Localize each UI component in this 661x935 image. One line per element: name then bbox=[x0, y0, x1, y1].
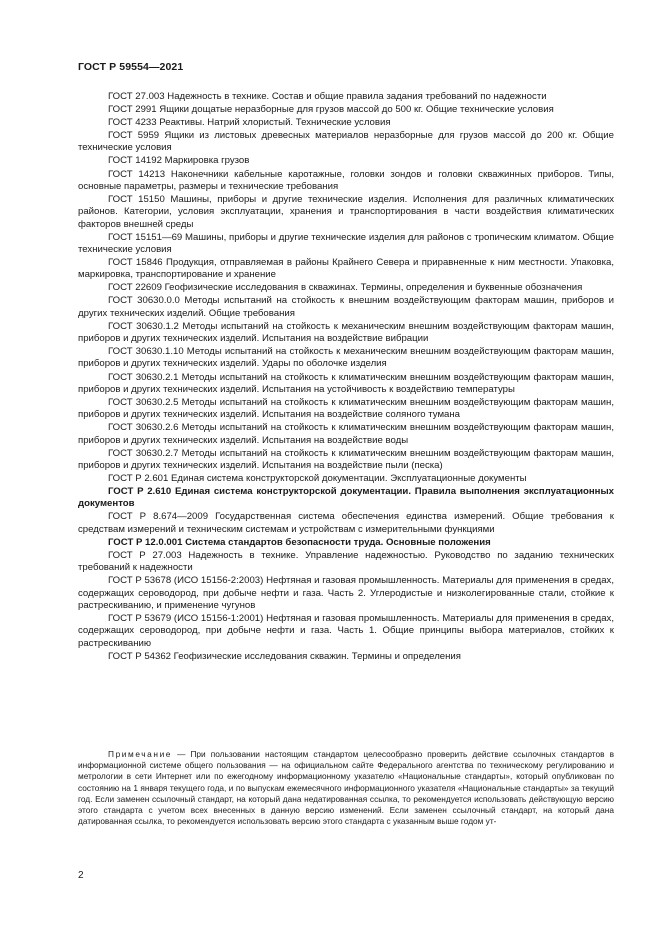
reference-item: ГОСТ 30630.2.5 Методы испытаний на стойкость к климатическим внешним воздействующим факторам машин, приборов и других технических изделий. Испытания на воздействие соляного тумана bbox=[78, 396, 614, 421]
reference-item: ГОСТ 15151—69 Машины, приборы и другие технические изделия для районов с тропическим климатом. Общие технические условия bbox=[78, 231, 614, 255]
reference-item: ГОСТ 5959 Ящики из листовых древесных материалов неразборные для грузов массой до 200 кг. Общие технические условия bbox=[78, 130, 614, 154]
reference-item: ГОСТ Р 8.674—2009 Государственная система обеспечения единства измерений. Общие требования к средствам измерений и техническим системам и устройствам с измерительными функциями bbox=[78, 511, 614, 535]
reference-item: ГОСТ 30630.2.6 Методы испытаний на стойкость к климатическим внешним воздействующим факторам машин, приборов и других технических изделий. Испытания на воздействие воды bbox=[78, 422, 614, 446]
reference-item: ГОСТ Р 12.0.001 Система стандартов безопасности труда. Основные положения bbox=[108, 536, 491, 548]
document-header: ГОСТ Р 59554—2021 bbox=[78, 61, 184, 73]
reference-item: ГОСТ 2991 Ящики дощатые неразборные для грузов массой до 500 кг. Общие технические условия bbox=[108, 104, 554, 116]
normative-references-list bbox=[78, 91, 614, 664]
reference-item: ГОСТ Р 53678 (ИСО 15156-2:2003) Нефтяная и газовая промышленность. Материалы для применения в средах, содержащих сероводород, при добыче нефти и газа. Часть 2. Углеродистые и низколегированные стали, стойкие к растрескиванию, и применение чугунов bbox=[78, 575, 614, 611]
reference-item: ГОСТ Р 53679 (ИСО 15156-1:2001) Нефтяная и газовая промышленность. Материалы для применения в средах, содержащих сероводород, при добыче нефти и газа. Часть 1. Общие принципы выбора материалов, стойких к растрескиванию bbox=[78, 612, 614, 649]
note-text: — При пользовании настоящим стандартом целесообразно проверить действие ссылочных стандартов в информационной системе общего пользования — на официальном сайте Федерального агентства по техническому регулированию и метрологии в сети Интернет или по ежегодному информационному указателю «Национальные стандарты», который опубликован по состоянию на 1 января текущего года, и по выпускам ежемесячного информационного указателя «Национальные стандарты» за текущий год. Если заменен ссылочный стандарт, на который дана недатированная ссылка, то рекомендуется использовать действующую версию этого стандарта с учетом всех внесенных в данную версию изменений. Если заменен ссылочный стандарт, на который дана датированная ссылка, то рекомендуется использовать версию этого стандарта с указанным выше годом ут- bbox=[78, 749, 614, 826]
reference-item: ГОСТ 27.003 Надежность в технике. Состав и общие правила задания требований по надежности bbox=[108, 91, 547, 102]
reference-item: ГОСТ 30630.0.0 Методы испытаний на стойкость к внешним воздействующим факторам машин, приборов и других технических изделий. Общие требования bbox=[78, 295, 614, 319]
page-number: 2 bbox=[78, 870, 84, 881]
reference-item: ГОСТ 30630.1.10 Методы испытаний на стойкость к механическим внешним воздействующим факторам машин, приборов и других технических изделий. Удары по оболочке изделия bbox=[78, 346, 614, 370]
reference-item: ГОСТ Р 2.601 Единая система конструкторской документации. Эксплуатационные документы bbox=[108, 473, 527, 484]
reference-item: ГОСТ 14213 Наконечники кабельные каротажные, головки зондов и головки скважинных приборов. Типы, основные параметры, размеры и технические требования bbox=[78, 168, 614, 192]
reference-item: ГОСТ 30630.2.7 Методы испытаний на стойкость к климатическим внешним воздействующим факторам машин, приборов и других технических изделий. Испытания на воздействие пыли (песка) bbox=[78, 447, 614, 471]
reference-item: ГОСТ 15846 Продукция, отправляемая в районы Крайнего Севера и приравненные к ним местности. Упаковка, маркировка, транспортирование и хранение bbox=[78, 256, 614, 281]
reference-item: ГОСТ 30630.2.1 Методы испытаний на стойкость к климатическим внешним воздействующим факторам машин, приборов и других технических изделий. Испытания на устойчивость к воздействию температуры bbox=[78, 371, 614, 395]
reference-item: ГОСТ 30630.1.2 Методы испытаний на стойкость к механическим внешним воздействующим факторам машин, приборов и других технических изделий. Испытания на воздействие вибрации bbox=[78, 320, 614, 345]
reference-item: ГОСТ 15150 Машины, приборы и другие технические изделия. Исполнения для различных климатических районов. Категории, условия эксплуатации, хранения и транспортирования в части воздействия климатических факторов внешней среды bbox=[78, 193, 614, 230]
reference-item: ГОСТ Р 27.003 Надежность в технике. Управление надежностью. Руководство по заданию технических требований к надежности bbox=[78, 549, 614, 574]
reference-item: ГОСТ 14192 Маркировка грузов bbox=[108, 155, 250, 167]
reference-item: ГОСТ Р 2.610 Единая система конструкторской документации. Правила выполнения эксплуатационных документов bbox=[78, 486, 614, 510]
note-paragraph bbox=[78, 749, 614, 827]
reference-item: ГОСТ 22609 Геофизические исследования в скважинах. Термины, определения и буквенные обозначения bbox=[108, 282, 583, 294]
reference-item: ГОСТ 4233 Реактивы. Натрий хлористый. Технические условия bbox=[108, 117, 391, 129]
note-label: Примечание bbox=[108, 749, 173, 760]
reference-item: ГОСТ Р 54362 Геофизические исследования скважин. Термины и определения bbox=[108, 650, 461, 662]
